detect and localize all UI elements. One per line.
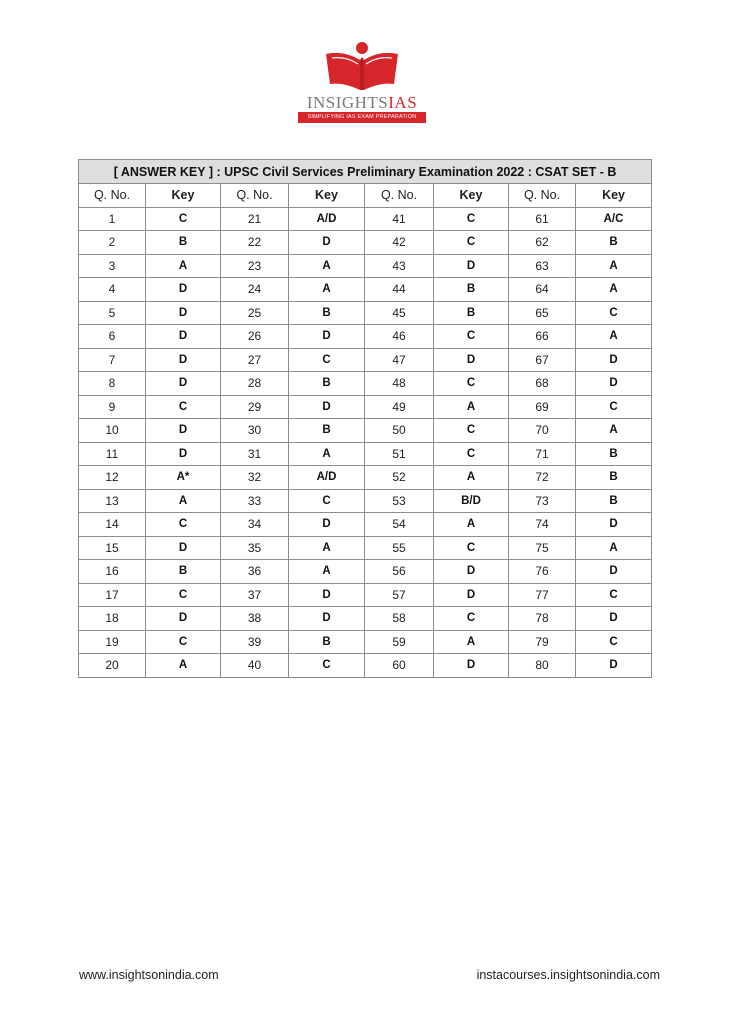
answer-key-cell: D [146,419,221,443]
answer-key-cell: D [289,325,365,349]
question-number-cell: 58 [365,607,434,631]
question-number-cell: 26 [221,325,289,349]
table-header-row [79,184,652,208]
answer-key-cell: D [576,348,652,372]
answer-key-cell: A [576,419,652,443]
question-number-cell: 32 [221,466,289,490]
answer-key-cell: A [289,442,365,466]
insightsias-logo [292,40,432,126]
answer-key-cell: A [289,278,365,302]
column-header-qno: Q. No. [365,184,434,208]
question-number-cell: 36 [221,560,289,584]
answer-key-cell: D [434,348,509,372]
answer-key-cell: D [289,607,365,631]
table-row [79,395,652,419]
question-number-cell: 76 [509,560,576,584]
table-row [79,207,652,231]
question-number-cell: 9 [79,395,146,419]
answer-key-cell: C [576,301,652,325]
table-row [79,419,652,443]
question-number-cell: 57 [365,583,434,607]
answer-key-cell: C [434,607,509,631]
answer-key-cell: C [434,442,509,466]
answer-key-cell: A [146,489,221,513]
column-header-qno: Q. No. [79,184,146,208]
answer-key-cell: A* [146,466,221,490]
answer-key-cell: B [576,489,652,513]
table-row [79,442,652,466]
table-row [79,630,652,654]
question-number-cell: 40 [221,654,289,678]
table-title: [ ANSWER KEY ] : UPSC Civil Services Preliminary Examination 2022 : CSAT SET - B [79,160,652,184]
question-number-cell: 47 [365,348,434,372]
question-number-cell: 75 [509,536,576,560]
question-number-cell: 52 [365,466,434,490]
question-number-cell: 61 [509,207,576,231]
answer-key-cell: D [434,560,509,584]
answer-key-cell: B [289,301,365,325]
answer-key-cell: C [146,207,221,231]
answer-key-cell: C [146,583,221,607]
table-row [79,348,652,372]
question-number-cell: 24 [221,278,289,302]
question-number-cell: 14 [79,513,146,537]
answer-key-cell: A/D [289,466,365,490]
question-number-cell: 35 [221,536,289,560]
answer-key-cell: B [146,231,221,255]
answer-key-cell: B [289,419,365,443]
question-number-cell: 49 [365,395,434,419]
answer-key-table [78,159,652,678]
question-number-cell: 12 [79,466,146,490]
table-row [79,325,652,349]
question-number-cell: 42 [365,231,434,255]
question-number-cell: 56 [365,560,434,584]
table-row [79,654,652,678]
table-row [79,513,652,537]
answer-key-cell: D [434,654,509,678]
question-number-cell: 67 [509,348,576,372]
answer-key-cell: D [576,607,652,631]
question-number-cell: 37 [221,583,289,607]
question-number-cell: 63 [509,254,576,278]
answer-key-cell: D [289,583,365,607]
question-number-cell: 19 [79,630,146,654]
question-number-cell: 44 [365,278,434,302]
answer-key-cell: B [146,560,221,584]
column-header-qno: Q. No. [221,184,289,208]
question-number-cell: 30 [221,419,289,443]
answer-key-cell: A [146,254,221,278]
answer-key-cell: A [146,654,221,678]
question-number-cell: 18 [79,607,146,631]
answer-key-cell: D [146,536,221,560]
question-number-cell: 21 [221,207,289,231]
question-number-cell: 62 [509,231,576,255]
question-number-cell: 15 [79,536,146,560]
table-row [79,278,652,302]
answer-key-cell: C [434,372,509,396]
answer-key-cell: D [576,654,652,678]
question-number-cell: 4 [79,278,146,302]
question-number-cell: 77 [509,583,576,607]
table-row [79,583,652,607]
answer-key-cell: A [576,254,652,278]
answer-key-cell: A [576,325,652,349]
answer-key-cell: D [146,372,221,396]
question-number-cell: 59 [365,630,434,654]
answer-key-cell: D [146,301,221,325]
answer-key-cell: D [289,395,365,419]
answer-key-cell: A/D [289,207,365,231]
column-header-qno: Q. No. [509,184,576,208]
answer-key-cell: C [146,630,221,654]
answer-key-cell: A [434,513,509,537]
question-number-cell: 46 [365,325,434,349]
question-number-cell: 50 [365,419,434,443]
question-number-cell: 79 [509,630,576,654]
question-number-cell: 6 [79,325,146,349]
answer-key-cell: D [146,325,221,349]
question-number-cell: 25 [221,301,289,325]
book-person-logo-icon [320,40,404,92]
question-number-cell: 66 [509,325,576,349]
table-row [79,560,652,584]
answer-key-cell: D [146,442,221,466]
table-row [79,607,652,631]
question-number-cell: 48 [365,372,434,396]
answer-key-cell: D [576,372,652,396]
answer-key-cell: C [434,207,509,231]
answer-key-cell: C [576,395,652,419]
answer-key-cell: B [289,372,365,396]
question-number-cell: 7 [79,348,146,372]
answer-key-cell: A [576,536,652,560]
answer-key-cell: C [434,231,509,255]
column-header-key: Key [289,184,365,208]
answer-key-cell: C [289,489,365,513]
question-number-cell: 80 [509,654,576,678]
question-number-cell: 74 [509,513,576,537]
answer-key-cell: C [434,419,509,443]
answer-key-cell: D [146,278,221,302]
answer-key-cell: C [434,325,509,349]
answer-key-cell: D [576,560,652,584]
question-number-cell: 41 [365,207,434,231]
answer-key-cell: B [434,278,509,302]
table-row [79,466,652,490]
table-row [79,372,652,396]
question-number-cell: 33 [221,489,289,513]
answer-key-cell: A/C [576,207,652,231]
question-number-cell: 68 [509,372,576,396]
answer-key-cell: D [289,231,365,255]
question-number-cell: 17 [79,583,146,607]
question-number-cell: 22 [221,231,289,255]
question-number-cell: 16 [79,560,146,584]
column-header-key: Key [146,184,221,208]
answer-key-cell: C [146,513,221,537]
question-number-cell: 53 [365,489,434,513]
table-row [79,489,652,513]
answer-key-cell: A [289,536,365,560]
answer-key-cell: C [289,654,365,678]
question-number-cell: 3 [79,254,146,278]
question-number-cell: 13 [79,489,146,513]
brand-tagline: SIMPLIFYING IAS EXAM PREPARATION [298,112,426,123]
answer-key-cell: B [576,231,652,255]
answer-key-cell: B/D [434,489,509,513]
answer-key-cell: C [576,583,652,607]
answer-key-cell: A [576,278,652,302]
question-number-cell: 29 [221,395,289,419]
table-row [79,254,652,278]
table-row [79,536,652,560]
brand-name: INSIGHTSIAS [306,93,418,112]
question-number-cell: 45 [365,301,434,325]
footer-courses-link[interactable]: instacourses.insightsonindia.com [476,968,660,982]
answer-key-cell: D [576,513,652,537]
column-header-key: Key [434,184,509,208]
question-number-cell: 55 [365,536,434,560]
question-number-cell: 2 [79,231,146,255]
answer-key-cell: D [146,607,221,631]
answer-key-cell: A [289,560,365,584]
answer-key-cell: D [146,348,221,372]
question-number-cell: 1 [79,207,146,231]
question-number-cell: 72 [509,466,576,490]
question-number-cell: 38 [221,607,289,631]
question-number-cell: 23 [221,254,289,278]
question-number-cell: 71 [509,442,576,466]
answer-key-cell: C [146,395,221,419]
answer-key-cell: B [576,466,652,490]
answer-key-cell: B [289,630,365,654]
table-row [79,301,652,325]
question-number-cell: 20 [79,654,146,678]
question-number-cell: 70 [509,419,576,443]
answer-key-cell: D [434,254,509,278]
answer-key-cell: A [434,466,509,490]
answer-key-cell: A [434,395,509,419]
column-header-key: Key [576,184,652,208]
question-number-cell: 34 [221,513,289,537]
question-number-cell: 5 [79,301,146,325]
question-number-cell: 60 [365,654,434,678]
table-body [79,207,652,677]
question-number-cell: 39 [221,630,289,654]
question-number-cell: 64 [509,278,576,302]
question-number-cell: 28 [221,372,289,396]
question-number-cell: 51 [365,442,434,466]
question-number-cell: 65 [509,301,576,325]
answer-key-cell: A [289,254,365,278]
answer-key-cell: A [434,630,509,654]
footer-website-link[interactable]: www.insightsonindia.com [79,968,219,982]
question-number-cell: 8 [79,372,146,396]
question-number-cell: 31 [221,442,289,466]
question-number-cell: 78 [509,607,576,631]
question-number-cell: 73 [509,489,576,513]
question-number-cell: 54 [365,513,434,537]
answer-key-cell: B [576,442,652,466]
answer-key-cell: B [434,301,509,325]
answer-key-cell: D [289,513,365,537]
question-number-cell: 43 [365,254,434,278]
question-number-cell: 10 [79,419,146,443]
table-row [79,231,652,255]
question-number-cell: 11 [79,442,146,466]
question-number-cell: 69 [509,395,576,419]
answer-key-cell: C [434,536,509,560]
answer-key-cell: C [289,348,365,372]
answer-key-cell: D [434,583,509,607]
question-number-cell: 27 [221,348,289,372]
answer-key-cell: C [576,630,652,654]
